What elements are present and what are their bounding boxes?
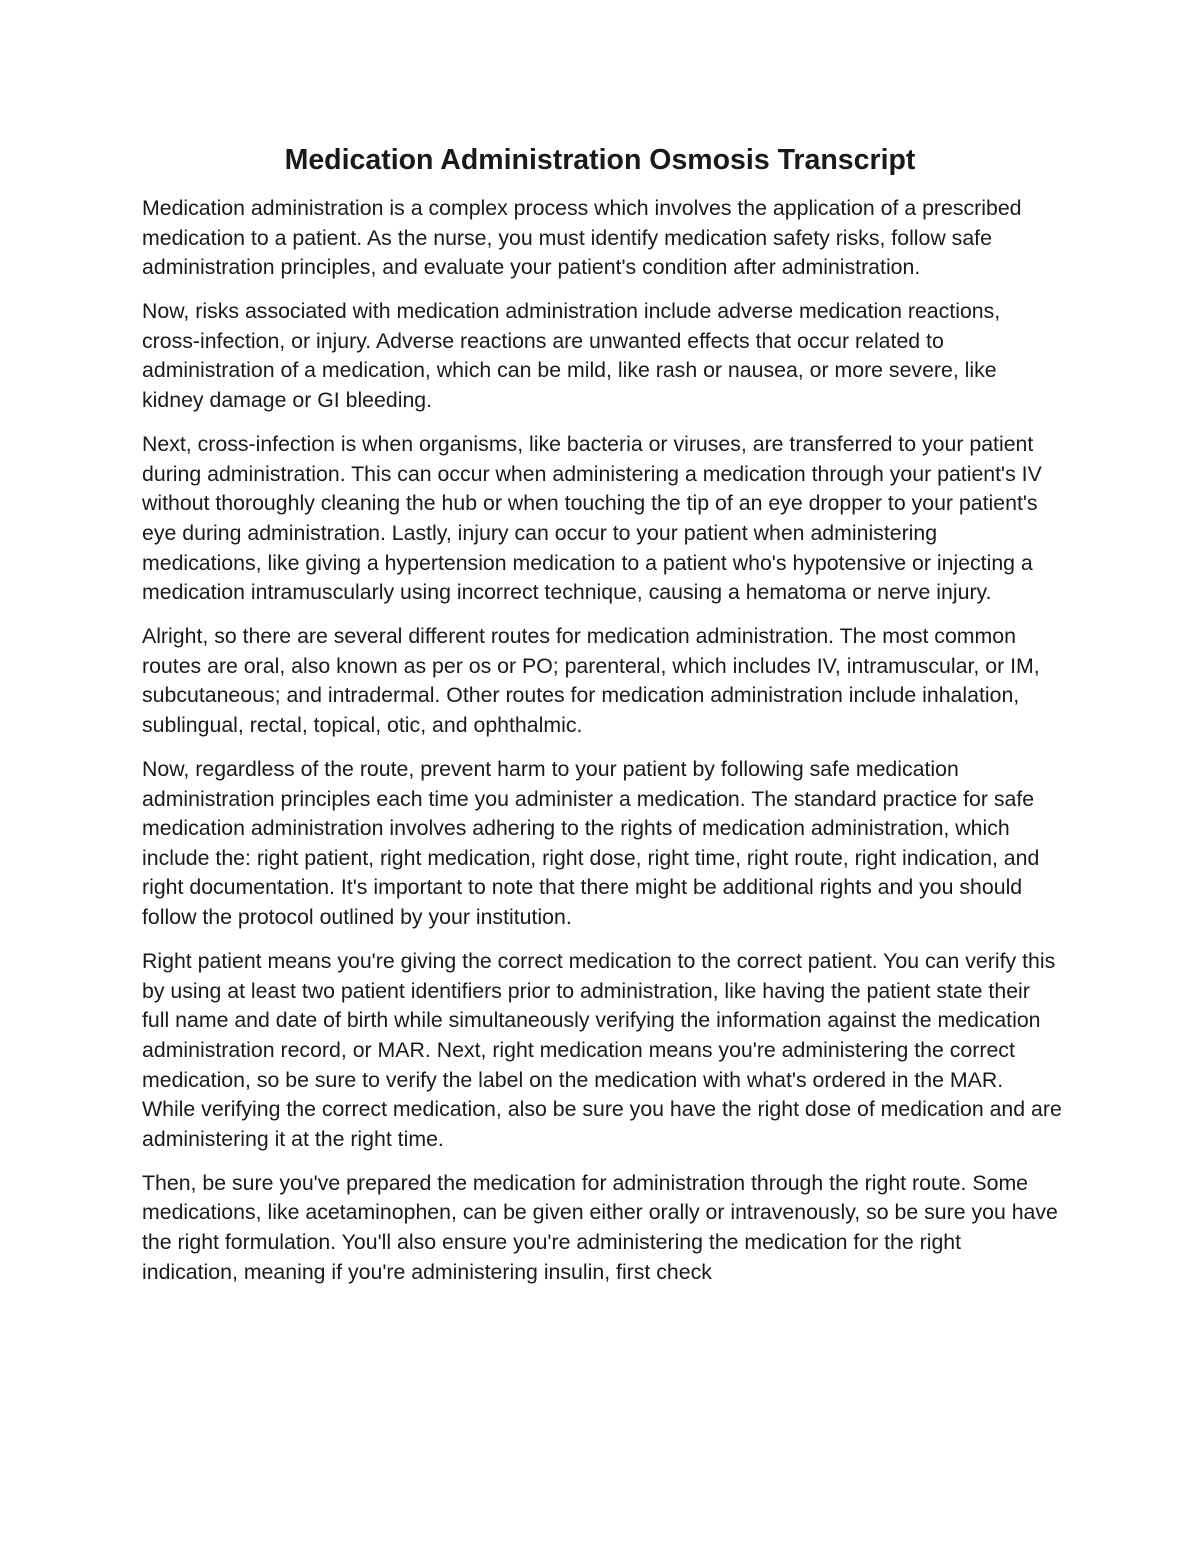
- paragraph-1: Medication administration is a complex process which involves the application of a prescribed medication to a patient. As the nurse, you must identify medication safety risks, follow safe administration principles, and evaluate your patient's condition after administration.: [142, 196, 1022, 280]
- document-body: [142, 194, 1062, 1302]
- document-title: Medication Administration Osmosis Transcript: [284, 144, 916, 176]
- paragraph-5: Now, regardless of the route, prevent harm to your patient by following safe medication administration principles each time you administer a medication. The standard practice for safe medication administration involves adhering to the rights of medication administration, which include the: right patient, right medication, right dose, right time, right route, right indication, and right documentation. It's important to note that there might be additional rights and you should follow the protocol outlined by your institution.: [142, 757, 1040, 930]
- paragraph-3: Next, cross-infection is when organisms, like bacteria or viruses, are transferred to your patient during administration. This can occur when administering a medication through your patient's IV without thoroughly cleaning the hub or when touching the tip of an eye dropper to your patient's eye during administration. Lastly, injury can occur to your patient when administering medications, like giving a hypertension medication to a patient who's hypotensive or injecting a medication intramuscularly using incorrect technique, causing a hematoma or nerve injury.: [142, 432, 1042, 605]
- paragraph-2: Now, risks associated with medication administration include adverse medication reactions, cross-infection, or injury. Adverse reactions are unwanted effects that occur related to administration of a medication, which can be mild, like rash or nausea, or more severe, like kidney damage or GI bleeding.: [142, 299, 1001, 413]
- paragraph-7: Then, be sure you've prepared the medication for administration through the right route. Some medications, like acetaminophen, can be given either orally or intravenously, so be sure you have the right formulation. You'll also ensure you're administering the medication for the right indication, meaning if you're administering insulin, first check: [142, 1170, 1058, 1284]
- paragraph-6: Right patient means you're giving the correct medication to the correct patient. You can verify this by using at least two patient identifiers prior to administration, like having the patient state their full name and date of birth while simultaneously verifying the information against the medication administration record, or MAR. Next, right medication means you're administering the correct medication, so be sure to verify the label on the medication with what's ordered in the MAR. While verifying the correct medication, also be sure you have the right dose of medication and are administering it at the right time.: [142, 949, 1062, 1151]
- paragraph-4: Alright, so there are several different routes for medication administration. The most common routes are oral, also known as per os or PO; parenteral, which includes IV, intramuscular, or IM, subcutaneous; and intradermal. Other routes for medication administration include inhalation, sublingual, rectal, topical, otic, and ophthalmic.: [142, 624, 1040, 737]
